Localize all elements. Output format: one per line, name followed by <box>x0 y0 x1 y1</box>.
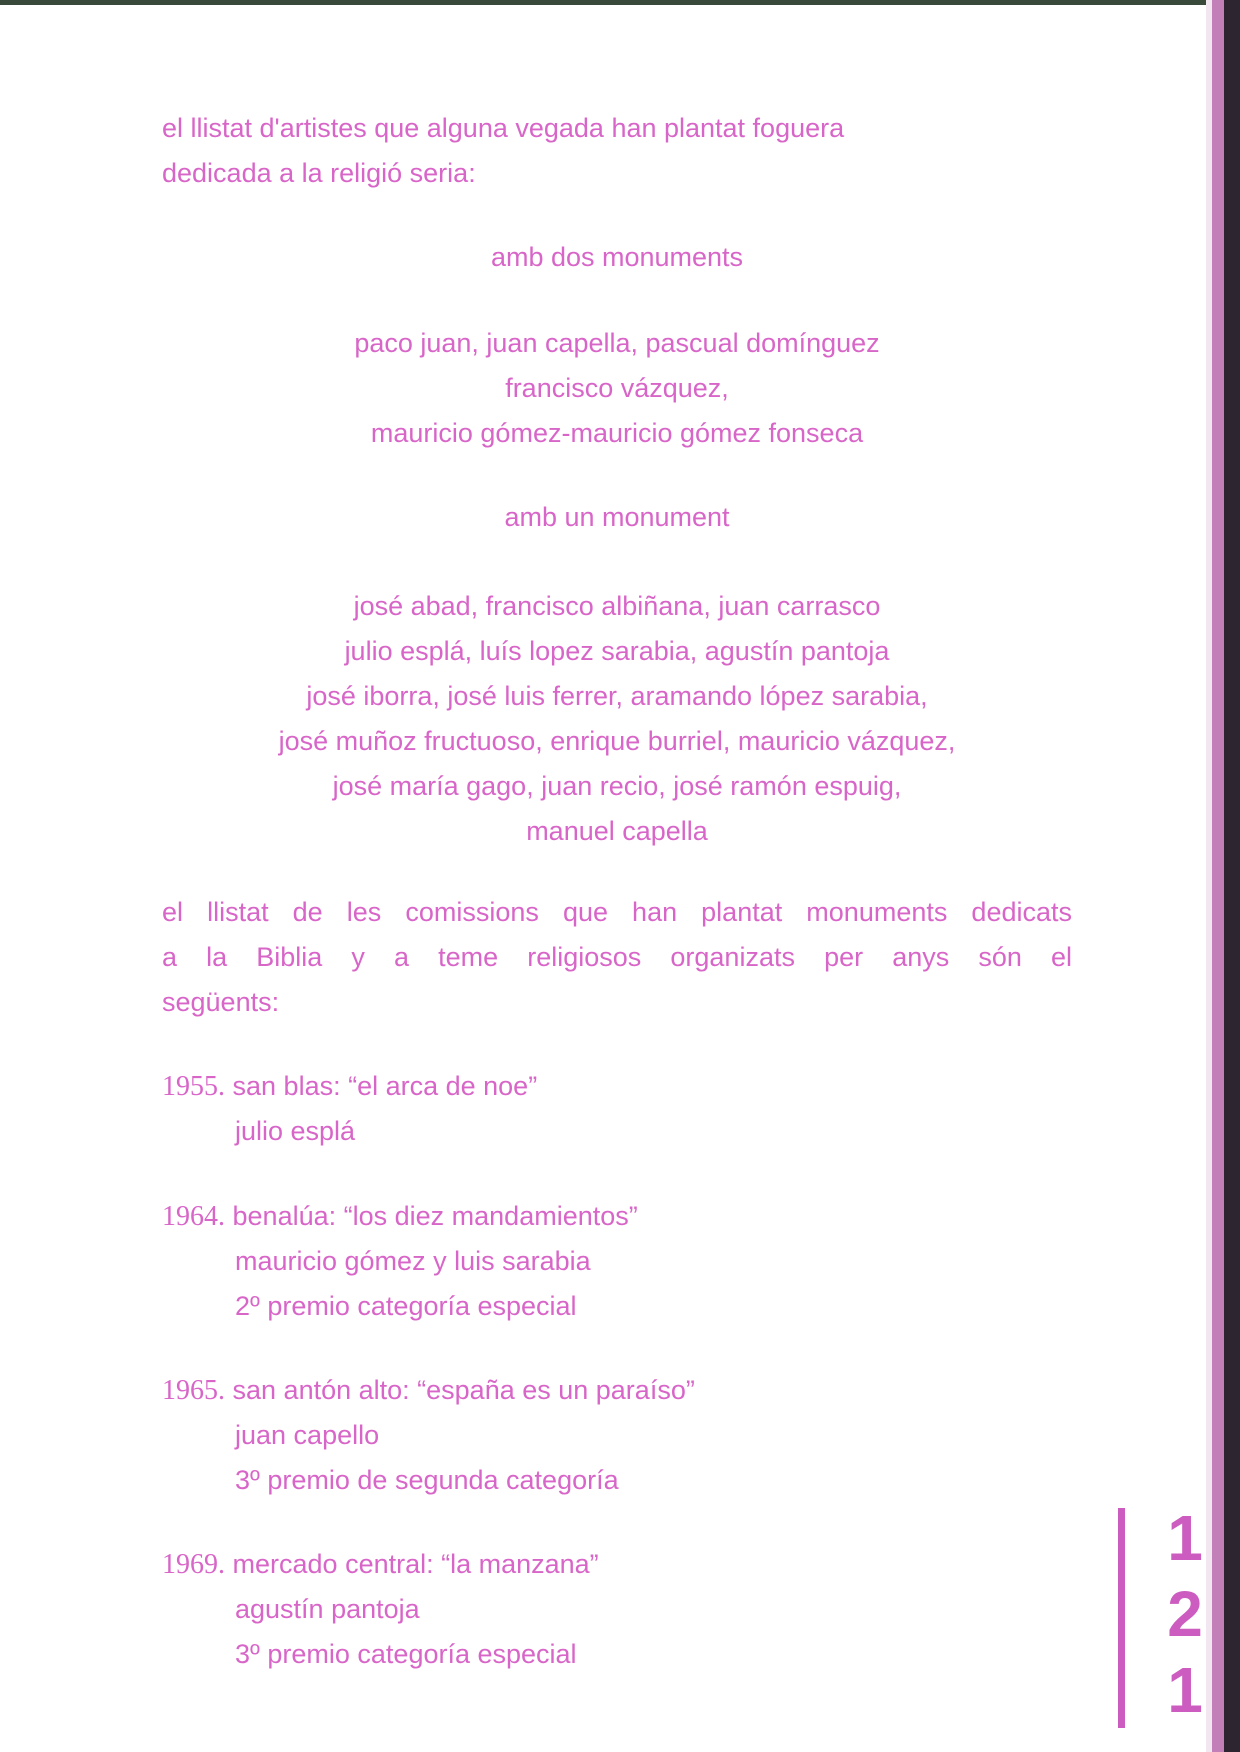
page-number-bar <box>1118 1508 1125 1728</box>
entry-title: san blas: “el arca de noe” <box>232 1071 538 1101</box>
page-number <box>1160 1500 1210 1728</box>
binding-edge-shadow <box>1224 0 1240 1752</box>
commission-entry-1965 <box>162 1368 1062 1503</box>
entry-title-line <box>162 1542 1062 1587</box>
two-monuments-list <box>162 321 1072 456</box>
artist-line: josé maría gago, juan recio, josé ramón espuig, <box>332 771 902 801</box>
two-monuments-heading-text: amb dos monuments <box>490 242 744 272</box>
artist-line: josé iborra, josé luis ferrer, aramando lópez sarabia, <box>306 681 928 711</box>
artist-line: josé abad, francisco albiñana, juan carrasco <box>353 591 881 621</box>
commission-entry-1964 <box>162 1194 1062 1329</box>
page-number-digit: 1 <box>1167 1502 1203 1574</box>
artist-line: josé muñoz fructuoso, enrique burriel, mauricio vázquez, <box>278 726 956 756</box>
commission-entry-1955 <box>162 1064 1062 1154</box>
entry-year: 1965. <box>162 1375 225 1406</box>
commissions-intro-paragraph <box>162 890 1072 1025</box>
commissions-intro-line-3: següents: <box>162 987 280 1017</box>
entry-title-line <box>162 1064 1062 1109</box>
commissions-intro-line-1: el llistat de les comissions que han plantat monuments dedicats <box>162 897 1072 927</box>
entry-award: 3º premio categoría especial <box>235 1639 577 1669</box>
entry-title-line <box>162 1194 1062 1239</box>
artist-line: paco juan, juan capella, pascual domínguez <box>354 328 880 358</box>
entry-award: 2º premio categoría especial <box>235 1291 577 1321</box>
entry-title: san antón alto: “españa es un paraíso” <box>232 1375 695 1405</box>
entry-year: 1964. <box>162 1201 225 1232</box>
entry-title: benalúa: “los diez mandamientos” <box>232 1201 638 1231</box>
entry-artist: juan capello <box>235 1420 380 1450</box>
scan-top-edge <box>0 0 1240 5</box>
entry-artist: agustín pantoja <box>235 1594 420 1624</box>
entry-year: 1969. <box>162 1549 225 1580</box>
one-monument-heading-text: amb un monument <box>504 502 730 532</box>
intro-line-2: dedicada a la religió seria: <box>162 158 476 188</box>
intro-paragraph <box>162 106 1072 196</box>
entry-year: 1955. <box>162 1071 225 1102</box>
entry-artist: mauricio gómez y luis sarabia <box>235 1246 591 1276</box>
page-number-digit: 1 <box>1167 1654 1203 1726</box>
binding-edge <box>1212 0 1224 1752</box>
entry-award: 3º premio de segunda categoría <box>235 1465 619 1495</box>
one-monument-heading <box>162 495 1072 540</box>
artist-line: manuel capella <box>526 816 708 846</box>
two-monuments-heading <box>162 235 1072 280</box>
entry-title: mercado central: “la manzana” <box>232 1549 599 1579</box>
commissions-intro-line-2: a la Biblia y a teme religiosos organizats per anys són el <box>162 942 1072 972</box>
intro-line-1: el llistat d'artistes que alguna vegada han plantat foguera <box>162 113 845 143</box>
entry-artist: julio esplá <box>235 1116 356 1146</box>
entry-title-line <box>162 1368 1062 1413</box>
page-number-digit: 2 <box>1167 1578 1203 1650</box>
artist-line: francisco vázquez, <box>505 373 729 403</box>
artist-line: julio esplá, luís lopez sarabia, agustín pantoja <box>344 636 890 666</box>
artist-line: mauricio gómez-mauricio gómez fonseca <box>370 418 864 448</box>
commission-entry-1969 <box>162 1542 1062 1677</box>
one-monument-list <box>162 584 1072 854</box>
